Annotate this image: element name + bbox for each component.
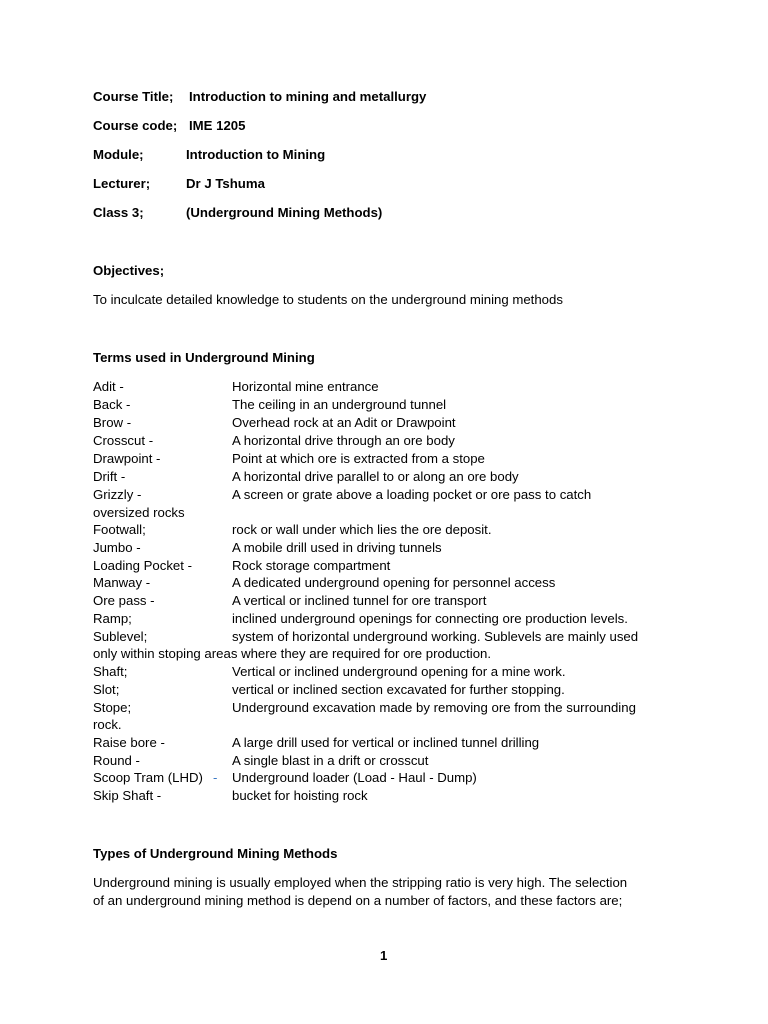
- terms-heading: Terms used in Underground Mining: [93, 350, 315, 365]
- objectives-text: To inculcate detailed knowledge to students on the underground mining methods: [93, 292, 563, 307]
- module-value: Introduction to Mining: [186, 147, 326, 162]
- definition-back: The ceiling in an underground tunnel: [232, 397, 447, 412]
- definition-drawpoint: Point at which ore is extracted from a stope: [232, 451, 485, 466]
- term-footwall: Footwall;: [93, 522, 146, 537]
- types-heading: Types of Underground Mining Methods: [93, 846, 338, 861]
- term-stope: Stope;: [93, 700, 132, 715]
- lecturer-label: Lecturer;: [93, 176, 151, 191]
- term-grizzly: Grizzly -: [93, 487, 142, 502]
- types-paragraph-line-2: of an underground mining method is depend on a number of factors, and these factors are;: [93, 893, 623, 908]
- definition-sublevel-continued: only within stoping areas where they are required for ore production.: [93, 646, 492, 661]
- definition-loading-pocket: Rock storage compartment: [232, 558, 391, 573]
- term-raise-bore: Raise bore -: [93, 735, 165, 750]
- definition-stope-continued: rock.: [93, 717, 122, 732]
- term-drift: Drift -: [93, 469, 126, 484]
- class-value: (Underground Mining Methods): [186, 205, 383, 220]
- course-title-label: Course Title;: [93, 89, 174, 104]
- definition-skip-shaft: bucket for hoisting rock: [232, 788, 368, 803]
- definition-grizzly-continued: oversized rocks: [93, 505, 185, 520]
- definition-crosscut: A horizontal drive through an ore body: [232, 433, 455, 448]
- module-label: Module;: [93, 147, 144, 162]
- definition-adit: Horizontal mine entrance: [232, 379, 379, 394]
- definition-ore-pass: A vertical or inclined tunnel for ore transport: [232, 593, 487, 608]
- definition-scoop-tram: Underground loader (Load - Haul - Dump): [232, 770, 477, 785]
- page-number: 1: [380, 948, 388, 963]
- term-scoop-tram: Scoop Tram (LHD): [93, 770, 203, 785]
- term-crosscut: Crosscut -: [93, 433, 154, 448]
- term-jumbo: Jumbo -: [93, 540, 141, 555]
- definition-brow: Overhead rock at an Adit or Drawpoint: [232, 415, 456, 430]
- definition-slot: vertical or inclined section excavated for further stopping.: [232, 682, 565, 697]
- definition-raise-bore: A large drill used for vertical or inclined tunnel drilling: [232, 735, 540, 750]
- definition-round: A single blast in a drift or crosscut: [232, 753, 429, 768]
- term-slot: Slot;: [93, 682, 120, 697]
- types-paragraph-line-1: Underground mining is usually employed when the stripping ratio is very high. The selection: [93, 875, 628, 890]
- term-adit: Adit -: [93, 379, 124, 394]
- course-code-value: IME 1205: [189, 118, 246, 133]
- course-code-label: Course code;: [93, 118, 178, 133]
- term-back: Back -: [93, 397, 131, 412]
- definition-drift: A horizontal drive parallel to or along an ore body: [232, 469, 519, 484]
- course-title-value: Introduction to mining and metallurgy: [189, 89, 427, 104]
- term-skip-shaft: Skip Shaft -: [93, 788, 162, 803]
- definition-stope: Underground excavation made by removing ore from the surrounding: [232, 700, 636, 715]
- term-loading-pocket: Loading Pocket -: [93, 558, 192, 573]
- term-manway: Manway -: [93, 575, 151, 590]
- lecturer-value: Dr J Tshuma: [186, 176, 265, 191]
- term-shaft: Shaft;: [93, 664, 128, 679]
- definition-grizzly: A screen or grate above a loading pocket or ore pass to catch: [232, 487, 592, 502]
- term-ore-pass: Ore pass -: [93, 593, 155, 608]
- term-drawpoint: Drawpoint -: [93, 451, 161, 466]
- definition-manway: A dedicated underground opening for personnel access: [232, 575, 556, 590]
- term-sublevel: Sublevel;: [93, 629, 148, 644]
- objectives-heading: Objectives;: [93, 263, 165, 278]
- definition-ramp: inclined underground openings for connecting ore production levels.: [232, 611, 628, 626]
- definition-shaft: Vertical or inclined underground opening for a mine work.: [232, 664, 566, 679]
- term-round: Round -: [93, 753, 140, 768]
- scoop-tram-dash: -: [213, 770, 218, 785]
- class-label: Class 3;: [93, 205, 144, 220]
- term-brow: Brow -: [93, 415, 132, 430]
- definition-jumbo: A mobile drill used in driving tunnels: [232, 540, 442, 555]
- term-ramp: Ramp;: [93, 611, 132, 626]
- definition-footwall: rock or wall under which lies the ore deposit.: [232, 522, 492, 537]
- definition-sublevel: system of horizontal underground working. Sublevels are mainly used: [232, 629, 639, 644]
